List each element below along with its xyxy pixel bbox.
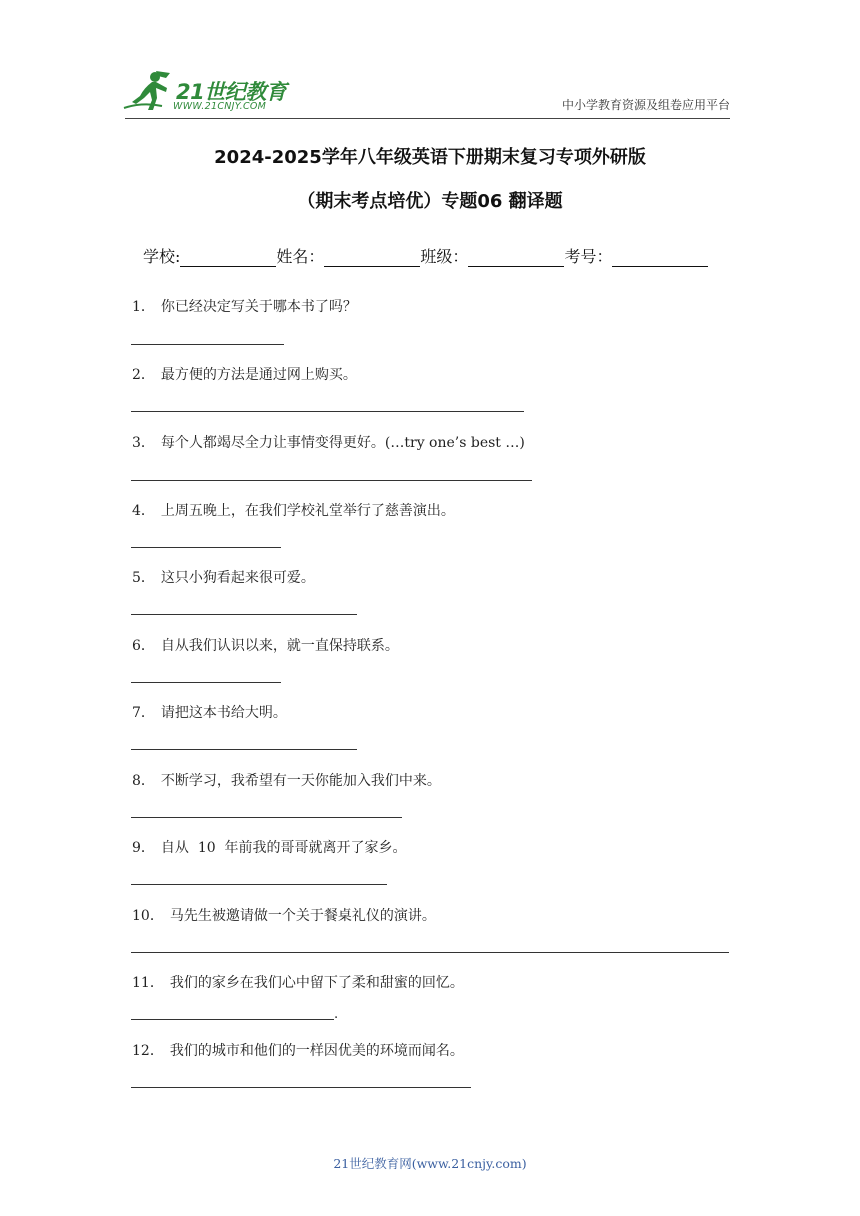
platform-label: 中小学教育资源及组卷应用平台 <box>561 98 730 112</box>
question-1: 1． 你已经决定写关于哪本书了吗？ <box>132 299 357 315</box>
answer-line-9[interactable] <box>131 884 387 885</box>
answer-line-2[interactable] <box>131 411 524 412</box>
question-6: 6． 自从我们认识以来，就一直保持联系。 <box>132 638 399 654</box>
answer-line-8[interactable] <box>131 817 402 818</box>
class-blank[interactable] <box>468 248 564 267</box>
runner-logo-icon <box>122 68 178 114</box>
logo-text: 21世纪教育 <box>176 80 287 104</box>
question-12: 12． 我们的城市和他们的一样因优美的环境而闻名。 <box>132 1043 464 1059</box>
name-blank[interactable] <box>324 248 420 267</box>
page-subtitle: （期末考点培优）专题06 翻译题 <box>297 191 563 212</box>
answer-line-5[interactable] <box>131 614 357 615</box>
question-2: 2． 最方便的方法是通过网上购买。 <box>132 367 357 383</box>
logo-subtext: WWW.21CNJY.COM <box>173 101 267 112</box>
exam-number-blank[interactable] <box>612 248 708 267</box>
question-3: 3． 每个人都竭尽全力让事情变得更好。(…try one’s best …) <box>132 435 525 451</box>
name-label: 姓名： <box>276 247 325 266</box>
page-title: 2024-2025学年八年级英语下册期末复习专项外研版 <box>214 147 646 168</box>
answer-line-4[interactable] <box>131 547 281 548</box>
question-4: 4． 上周五晚上，在我们学校礼堂举行了慈善演出。 <box>132 503 455 519</box>
question-8: 8． 不断学习，我希望有一天你能加入我们中来。 <box>132 773 441 789</box>
question-7: 7． 请把这本书给大明。 <box>132 705 287 721</box>
answer-line-12[interactable] <box>131 1087 471 1088</box>
question-10: 10． 马先生被邀请做一个关于餐桌礼仪的演讲。 <box>132 908 436 924</box>
question-9: 9． 自从 10 年前我的哥哥就离开了家乡。 <box>132 840 407 856</box>
exam-number-label: 考号： <box>564 247 613 266</box>
answer-line-10[interactable] <box>131 952 729 953</box>
school-label: 学校: <box>143 247 181 266</box>
header-divider <box>125 118 730 119</box>
class-label: 班级： <box>420 247 469 266</box>
page-footer[interactable]: 21世纪教育网(www.21cnjy.com) <box>333 1156 527 1171</box>
answer-line-1[interactable] <box>131 344 284 345</box>
question-5: 5． 这只小狗看起来很可爱。 <box>132 570 315 586</box>
question-11: 11． 我们的家乡在我们心中留下了柔和甜蜜的回忆。 <box>132 975 464 991</box>
answer-line-6[interactable] <box>131 682 281 683</box>
school-blank[interactable] <box>180 248 276 267</box>
answer-line-3[interactable] <box>131 480 532 481</box>
answer-line-7[interactable] <box>131 749 357 750</box>
answer-line-11[interactable] <box>131 1019 334 1020</box>
answer-period: . <box>334 1007 339 1022</box>
student-info-row <box>143 244 708 267</box>
